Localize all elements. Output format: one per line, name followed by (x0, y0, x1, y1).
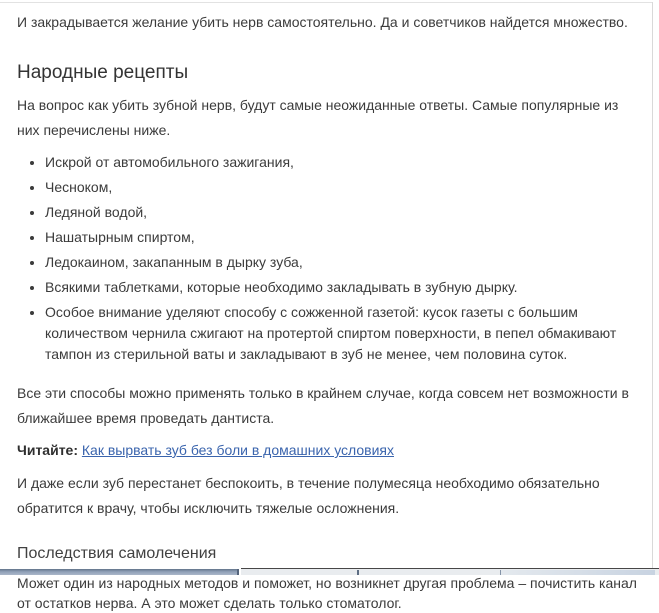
remedies-list (17, 152, 641, 365)
followup-paragraph: И даже если зуб перестанет беспокоить, в течение полумесяца необходимо обязательно обратится к врачу, чтобы исключить тяжелые осложнения. (17, 475, 600, 516)
list-item: • Нашатырным спиртом, (45, 227, 641, 248)
bottom-bar-divider (357, 570, 359, 575)
disclaimer-paragraph: Все эти способы можно применять только в крайнем случае, когда совсем нет возможности в ближайшее время проведать дантиста. (17, 385, 629, 426)
consequences-paragraph: Может один из народных методов и поможет, но возникнет другая проблема – почистить канал от остатков нерва. А это может сделать только стоматолог. (17, 575, 637, 611)
section-heading: Народные рецепты (17, 62, 189, 83)
lead-paragraph: На вопрос как убить зубной нерв, будут самые неожиданные ответы. Самые популярные из них перечислены ниже. (17, 97, 619, 138)
list-item: • Ледокаином, закапанным в дырку зуба, (45, 252, 641, 273)
bottom-bar-segment-right[interactable] (501, 570, 655, 575)
intro-paragraph: И закрадывается желание убить нерв самостоятельно. Да и советчиков найдется множество. (17, 14, 628, 30)
article-content (17, 0, 641, 613)
read-also-label: Читайте: (17, 442, 78, 458)
list-item: • Всякими таблетками, которые необходимо закладывать в зубную дырку. (45, 277, 641, 298)
list-item: • Особое внимание уделяют способу с сожженной газетой: кусок газеты с большим количеством чернила сжигают на протертой спиртом поверхности, в пепел обмакивают тампон из стерильной ваты и закладывают в зуб не менее, чем половина суток. (45, 302, 641, 365)
read-also-line (17, 438, 641, 463)
read-also-link[interactable]: Как вырвать зуб без боли в домашних условиях (81, 442, 394, 458)
right-border (652, 2, 653, 575)
list-item: • Ледяной водой, (45, 202, 641, 223)
bottom-bar-divider (500, 570, 501, 575)
bottom-bar-segment-active[interactable] (0, 569, 239, 575)
list-item: • Искрой от автомобильного зажигания, (45, 152, 641, 173)
bottom-cutoff-bar (0, 568, 659, 575)
list-item: • Чесноком, (45, 177, 641, 198)
subsection-heading: Последствия самолечения (17, 545, 217, 562)
